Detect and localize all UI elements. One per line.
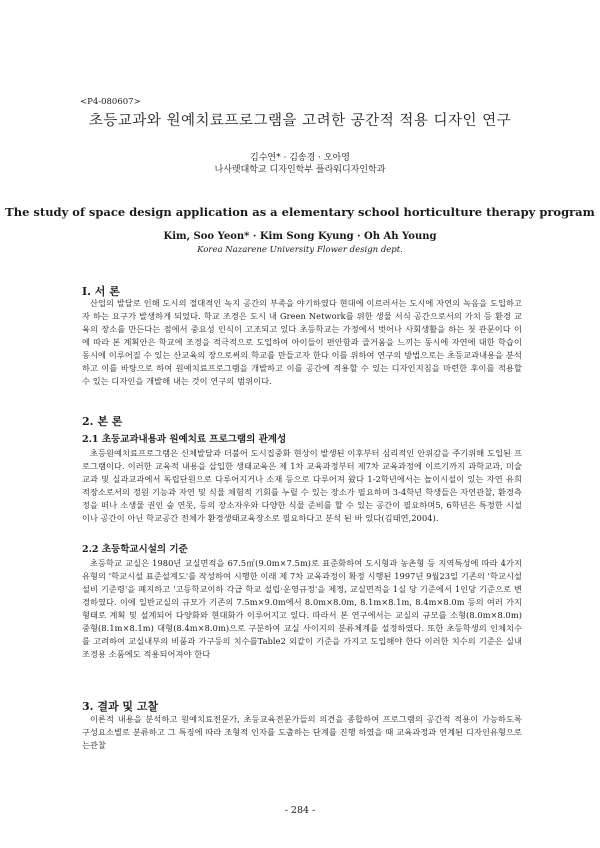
subsection-2-text: 초등학교 교실은 1980년 교실면적을 67.5㎡(9.0m×7.5m)로 표준화하여 도시형과 농촌형 등 지역특성에 따라 4가지 유형의 '학교시설 표준설계도'를 작성하여 시행한 이래 제 7차 교육과정이 확정 시행된 1997년 9월23일 기존의 '학교시설 설비 기준령'을 폐지하고 '고등학교이하 각급 학교 설립·운영규정'을 제정, 교실면적을 1실 당 기준에서 1인당 기준으로 변경하였다. 이에 일반교실의 규모가 기존의 7.5m×9.0m에서 8.0m×8.0m, 8.1m×8.1m, 8.4m×8.0m 등의 여러 가지 형태로 계획 및 설계되어 다양화와 현대화가 이루어지고 있다. 따라서 본 연구에서는 교실의 규모를 소형(8.0m×8.0m) 중형(8.1m×8.1m) 대형(8.4m×8.0m)으로 구분하여 교실 사이지의 분류체계를 설정하였다. 또한 초등학생의 인체치수를 고려하여 교실내부의 비품과 가구등의 치수를Table2 외같이 기준을 가지고 도입해야 한다 이러한 치수의 기준은 실내조경용 소품에도 적용되어져야 한다	[82, 558, 522, 659]
intro-paragraph	[82, 297, 522, 388]
intro-text: 산업의 발달로 인해 도시의 절대적인 녹지 공간의 부족을 야기하였다 현대에 이르러서는 도시에 자연의 녹음을 도입하고자 하는 요구가 발생하게 되었다. 학교 조경은 도시 내 Green Network를 위한 생물 서식 공간으로서의 가치 등 환경 교육의 장소를 만든다는 점에서 중요성 인식이 고조되고 있다 초등학교는 가정에서 벗어나 사회생활을 하는 첫 관문이다 이에 따라 본 계획안은 학교에 조경을 적극적으로 도입하여 아이들이 편안함과 즐거움을 느끼는 동시에 자연에 대한 학습이 동시에 이루어질 수 있는 산교육의 장으로써의 학교를 만들고자 한다 이를 위하여 연구의 방법으로는 초등교과내용을 분석하고 이를 바탕으로 하여 원예치료프로그램을 개발하고 이를 공간에 적용할 수 있는 디자인지침을 마련한 후이를 적용할 수 있는 디자인을 개발해 내는 것이 연구의 범위이다.	[82, 298, 522, 386]
subsection-2-heading: 2.2 초등학교시설의 기준	[82, 544, 188, 555]
page-number: - 284 -	[284, 805, 316, 816]
authors-korean: 김수연* · 김송경 · 오아영	[250, 153, 350, 163]
subsection-1-text: 초등원예치료프로그램은 신체발달과 더불어 도시집중화 현상이 발생된 이후부터 심리적인 안위감을 주기위해 도입된 프로그램이다. 이러한 교육적 내용을 삽입한 생태교육은 제 1차 교육과정부터 제7차 교육과정에 이르기까지 과학교과, 미술교과 및 실과교과에서 독립단원으로 다루어지거나 소재 등으로 다루어져 왔다 1-2학년에서는 놀이시설이 있는 자연 유희적장소로서의 정원 기능과 자연 및 식물 체험적 기회를 누릴 수 있는 장소가 필요하며 3-4학년 학생들은 자연관찰, 환경측정을 떠나 소생물 권인 숲 연못, 등의 장소자우와 다양한 식물 준비를 할 수 있는 공간이 필요하며5, 6학년은 특정한 시설이나 공간이 아닌 학교공간 전체가 환경생태교육장소로 필요하다고 분석 된 바 있다(김태연,2004).	[82, 448, 522, 523]
subsection-2-paragraph	[82, 557, 522, 661]
title-english: The study of space design application as a elementary school horticulture therapy program	[5, 205, 595, 219]
results-paragraph	[82, 713, 522, 752]
results-heading: 3. 결과 및 고찰	[82, 700, 159, 713]
affiliation-korean: 나사렛대학교 디자인학부 플라워디자인학과	[214, 165, 386, 175]
results-text: 이론적 내용을 분석하고 원예치료전문가, 초등교육전문가들의 의견을 종합하여 프로그램의 공간적 적용이 가능하도록 구성요소별로 분류하고 그 특징에 따라 조형적 인자를 도출하는 단계를 진행 하였을 때 교육과정과 연계된 디자인유형으로는관찰	[82, 714, 522, 750]
paper-code: <P4-080607>	[80, 97, 141, 107]
body-heading: 2. 본 론	[82, 415, 123, 428]
intro-heading: Ⅰ. 서 론	[82, 285, 120, 298]
subsection-1-paragraph	[82, 447, 522, 525]
title-korean: 초등교과와 원예치료프로그램을 고려한 공간적 적용 디자인 연구	[88, 113, 512, 129]
affiliation-english: Korea Nazarene University Flower design dept.	[197, 245, 403, 255]
authors-english: Kim, Soo Yeon* · Kim Song Kyung · Oh Ah Young	[163, 231, 437, 242]
subsection-1-heading: 2.1 초등교과내용과 원예치료 프로그램의 관계성	[82, 434, 287, 445]
